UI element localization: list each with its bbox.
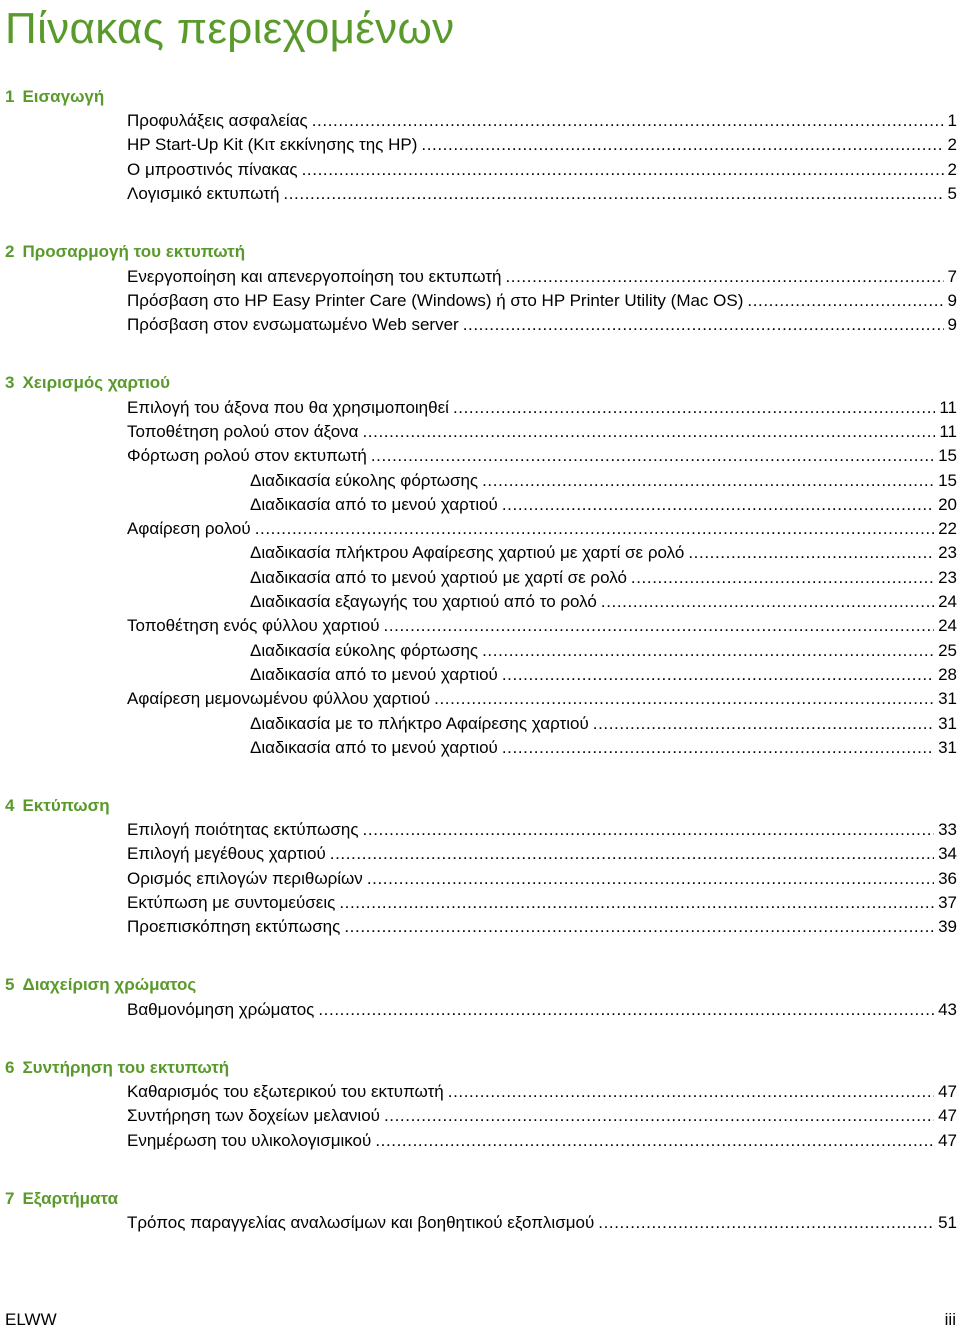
toc-entry[interactable] xyxy=(127,110,957,132)
toc-entry[interactable] xyxy=(127,843,957,865)
toc-entry-page: 36 xyxy=(938,869,957,888)
toc-entry-page: 34 xyxy=(938,844,957,863)
toc-entry-page: 25 xyxy=(938,641,957,660)
chapter-title: Εκτύπωση xyxy=(22,796,110,815)
toc-entry[interactable] xyxy=(127,134,957,156)
toc-entry-label: Διαδικασία εύκολης φόρτωσης xyxy=(250,470,482,492)
chapter-heading[interactable] xyxy=(5,1057,229,1079)
toc-entry-label: Τοποθέτηση ρολού στον άξονα xyxy=(127,421,362,443)
toc-entry-page: 23 xyxy=(938,543,957,562)
toc-entry-page: 15 xyxy=(938,446,957,465)
toc-entry[interactable] xyxy=(127,916,957,938)
toc-entry-label: Πρόσβαση στο HP Easy Printer Care (Windows) ή στο HP Printer Utility (Mac OS) xyxy=(127,290,747,312)
toc-entry-label: Ενημέρωση του υλικολογισμικού xyxy=(127,1130,375,1152)
toc-subentry[interactable] xyxy=(250,664,957,686)
toc-entry-label: Διαδικασία από το μενού χαρτιού xyxy=(250,737,502,759)
toc-entry-page: 9 xyxy=(947,291,957,310)
toc-subentry[interactable] xyxy=(250,591,957,613)
chapter-number: 7 xyxy=(5,1189,15,1208)
toc-entry-page: 11 xyxy=(939,422,957,441)
toc-entry[interactable] xyxy=(127,518,957,540)
toc-entry-label: Ο μπροστινός πίνακας xyxy=(127,159,302,181)
chapter-title: Εξαρτήματα xyxy=(22,1189,119,1208)
chapter-title: Προσαρμογή του εκτυπωτή xyxy=(22,242,246,261)
chapter-number: 5 xyxy=(5,975,15,994)
chapter-number: 3 xyxy=(5,373,15,392)
toc-entry-page: 20 xyxy=(938,495,957,514)
chapter-heading[interactable] xyxy=(5,974,196,996)
toc-entry[interactable] xyxy=(127,266,957,288)
toc-subentry[interactable] xyxy=(250,713,957,735)
toc-entry[interactable] xyxy=(127,1130,957,1152)
page-title: Πίνακας περιεχομένων xyxy=(5,4,455,53)
toc-subentry[interactable] xyxy=(250,542,957,564)
toc-entry-label: Προεπισκόπηση εκτύπωσης xyxy=(127,916,344,938)
toc-entry-page: 47 xyxy=(938,1082,957,1101)
toc-entry-page: 47 xyxy=(938,1106,957,1125)
chapter-title: Εισαγωγή xyxy=(22,87,105,106)
toc-entry[interactable] xyxy=(127,615,957,637)
toc-entry-page: 31 xyxy=(938,714,957,733)
toc-subentry[interactable] xyxy=(250,494,957,516)
toc-entry[interactable] xyxy=(127,819,957,841)
toc-entry-page: 15 xyxy=(938,471,957,490)
toc-entry-page: 22 xyxy=(938,519,957,538)
toc-entry-page: 24 xyxy=(938,616,957,635)
toc-entry-page: 5 xyxy=(947,184,957,203)
toc-entry-label: Αφαίρεση ρολού xyxy=(127,518,255,540)
toc-entry-label: Διαδικασία εξαγωγής του χαρτιού από το ρολό xyxy=(250,591,601,613)
toc-entry-label: Πρόσβαση στον ενσωματωμένο Web server xyxy=(127,314,463,336)
toc-entry[interactable] xyxy=(127,397,957,419)
toc-entry-page: 28 xyxy=(938,665,957,684)
toc-entry-label: Διαδικασία εύκολης φόρτωσης xyxy=(250,640,482,662)
chapter-title: Συντήρηση του εκτυπωτή xyxy=(22,1058,230,1077)
toc-entry-label: Διαδικασία με το πλήκτρο Αφαίρεσης χαρτιού xyxy=(250,713,593,735)
toc-entry-label: Διαδικασία από το μενού χαρτιού xyxy=(250,664,502,686)
toc-entry-label: Αφαίρεση μεμονωμένου φύλλου χαρτιού xyxy=(127,688,434,710)
toc-entry-label: Βαθμονόμηση χρώματος xyxy=(127,999,318,1021)
toc-entry-page: 37 xyxy=(938,893,957,912)
chapter-number: 1 xyxy=(5,87,15,106)
toc-entry[interactable] xyxy=(127,183,957,205)
chapter-heading[interactable] xyxy=(5,86,104,108)
toc-entry-page: 47 xyxy=(938,1131,957,1150)
footer-page-number: iii xyxy=(944,1310,956,1329)
toc-entry-page: 2 xyxy=(947,135,957,154)
footer-doc-code: ELWW xyxy=(5,1310,57,1329)
toc-entry-page: 31 xyxy=(938,689,957,708)
toc-entry-label: Επιλογή του άξονα που θα χρησιμοποιηθεί xyxy=(127,397,453,419)
toc-entry-page: 7 xyxy=(947,267,957,286)
toc-entry-label: Φόρτωση ρολού στον εκτυπωτή xyxy=(127,445,371,467)
toc-entry[interactable] xyxy=(127,688,957,710)
chapter-heading[interactable] xyxy=(5,372,170,394)
chapter-heading[interactable] xyxy=(5,241,245,263)
toc-entry-page: 2 xyxy=(947,160,957,179)
toc-entry[interactable] xyxy=(127,1105,957,1127)
chapter-number: 6 xyxy=(5,1058,15,1077)
toc-entry-label: Καθαρισμός του εξωτερικού του εκτυπωτή xyxy=(127,1081,448,1103)
toc-entry-label: Συντήρηση των δοχείων μελανιού xyxy=(127,1105,384,1127)
toc-entry[interactable] xyxy=(127,421,957,443)
toc-entry-page: 24 xyxy=(938,592,957,611)
toc-entry-page: 23 xyxy=(938,568,957,587)
toc-entry-label: Εκτύπωση με συντομεύσεις xyxy=(127,892,339,914)
toc-subentry[interactable] xyxy=(250,567,957,589)
chapter-heading[interactable] xyxy=(5,1188,118,1210)
toc-entry[interactable] xyxy=(127,999,957,1021)
toc-entry-label: Ορισμός επιλογών περιθωρίων xyxy=(127,868,367,890)
toc-entry[interactable] xyxy=(127,290,957,312)
chapter-number: 2 xyxy=(5,242,15,261)
toc-entry[interactable] xyxy=(127,314,957,336)
toc-entry[interactable] xyxy=(127,1212,957,1234)
toc-entry-label: Επιλογή ποιότητας εκτύπωσης xyxy=(127,819,363,841)
toc-entry[interactable] xyxy=(127,892,957,914)
toc-subentry[interactable] xyxy=(250,470,957,492)
toc-entry-label: Διαδικασία από το μενού χαρτιού με χαρτί σε ρολό xyxy=(250,567,631,589)
toc-entry-page: 43 xyxy=(938,1000,957,1019)
toc-entry-page: 31 xyxy=(938,738,957,757)
toc-entry-page: 33 xyxy=(938,820,957,839)
chapter-title: Διαχείριση χρώματος xyxy=(22,975,197,994)
toc-entry-page: 11 xyxy=(939,398,957,417)
toc-entry-label: Τοποθέτηση ενός φύλλου χαρτιού xyxy=(127,615,384,637)
toc-entry[interactable] xyxy=(127,159,957,181)
toc-entry-label: Προφυλάξεις ασφαλείας xyxy=(127,110,312,132)
toc-entry-label: Λογισμικό εκτυπωτή xyxy=(127,183,283,205)
toc-entry[interactable] xyxy=(127,868,957,890)
chapter-number: 4 xyxy=(5,796,15,815)
toc-subentry[interactable] xyxy=(250,737,957,759)
chapter-heading[interactable] xyxy=(5,795,110,817)
toc-entry-label: Ενεργοποίηση και απενεργοποίηση του εκτυπωτή xyxy=(127,266,505,288)
toc-entry-label: Διαδικασία πλήκτρου Αφαίρεσης χαρτιού με χαρτί σε ρολό xyxy=(250,542,688,564)
toc-entry-page: 9 xyxy=(947,315,957,334)
chapter-title: Χειρισμός χαρτιού xyxy=(22,373,171,392)
toc-entry[interactable] xyxy=(127,1081,957,1103)
toc-entry-page: 51 xyxy=(938,1213,957,1232)
toc-entry[interactable] xyxy=(127,445,957,467)
toc-entry-page: 39 xyxy=(938,917,957,936)
toc-entry-label: Διαδικασία από το μενού χαρτιού xyxy=(250,494,502,516)
toc-entry-label: Επιλογή μεγέθους χαρτιού xyxy=(127,843,330,865)
toc-entry-label: Τρόπος παραγγελίας αναλωσίμων και βοηθητικού εξοπλισμού xyxy=(127,1212,598,1234)
toc-entry-page: 1 xyxy=(947,111,957,130)
toc-entry-label: HP Start-Up Kit (Κιτ εκκίνησης της HP) xyxy=(127,134,421,156)
toc-subentry[interactable] xyxy=(250,640,957,662)
